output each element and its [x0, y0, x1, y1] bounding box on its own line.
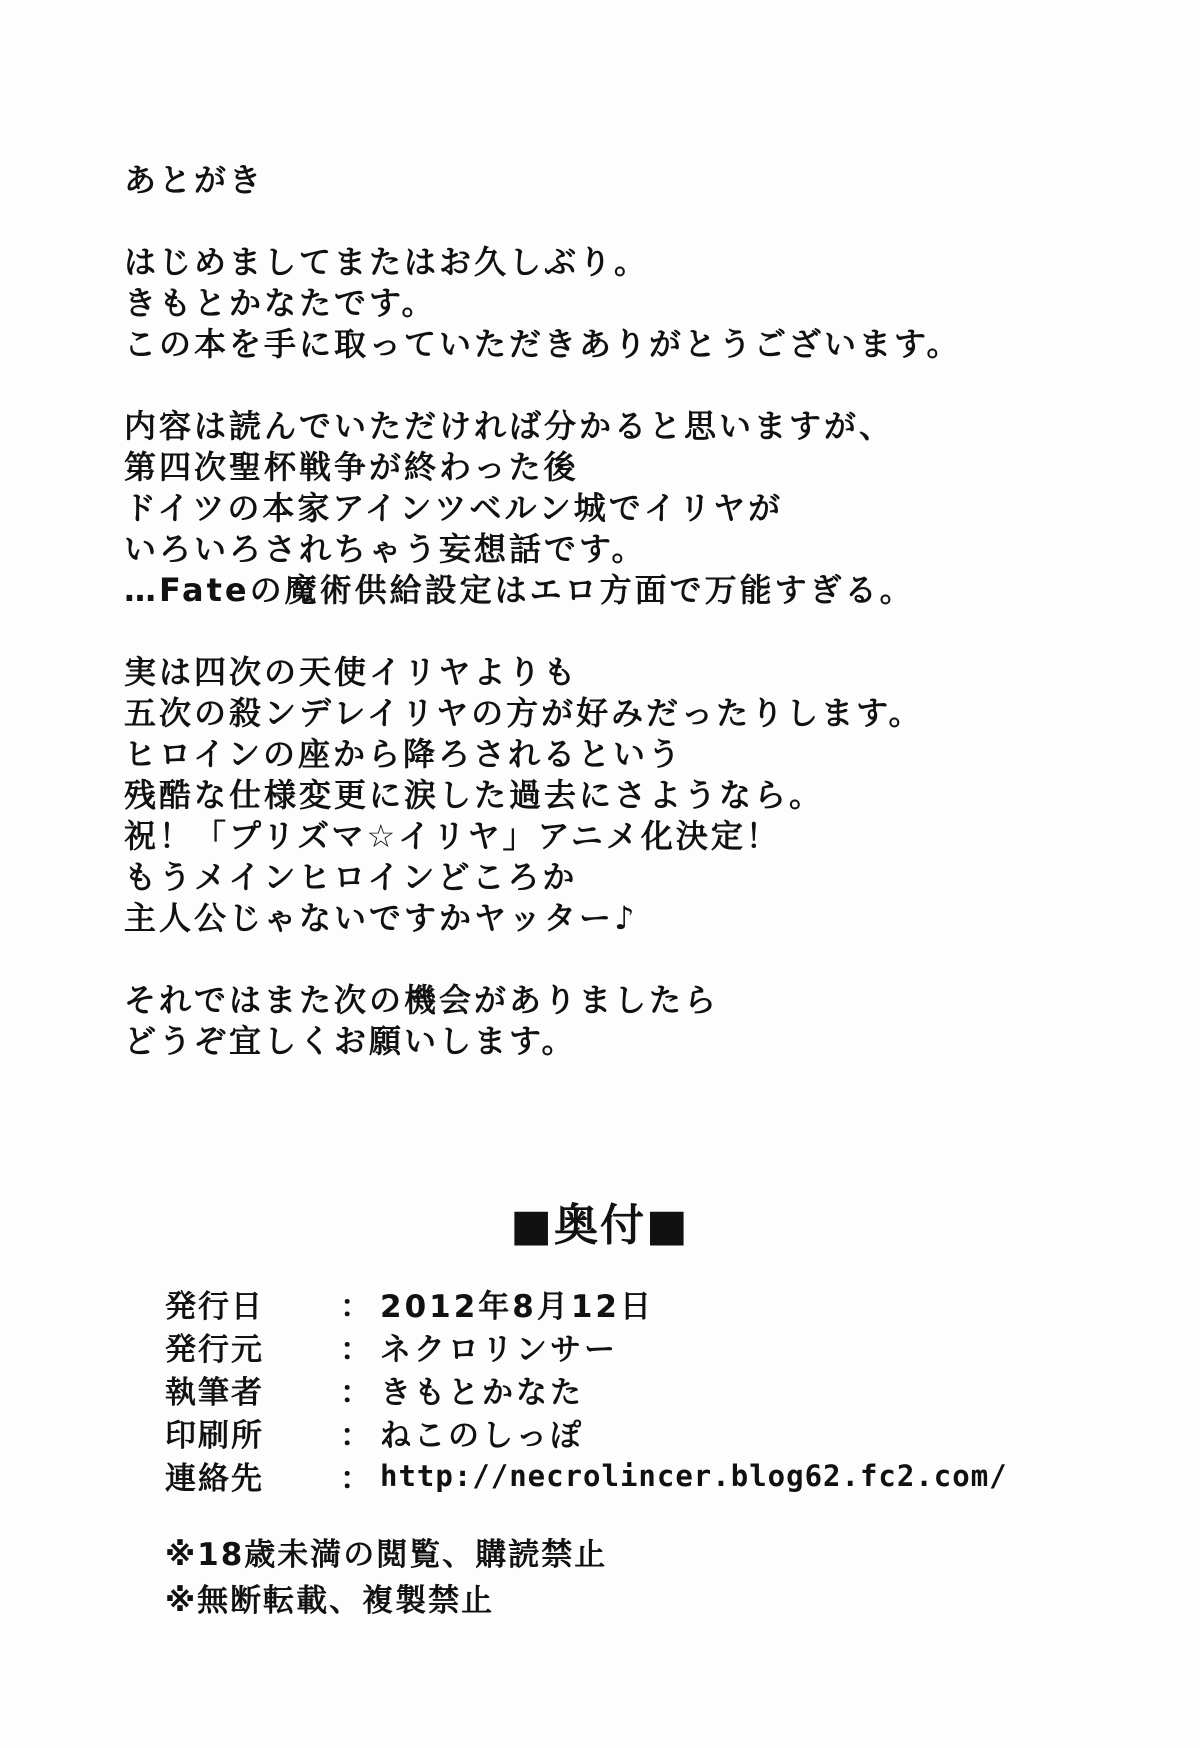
afterword-line: 内容は読んでいただければ分かると思いますが、 — [124, 407, 895, 445]
colophon-value: ネクロリンサー — [380, 1332, 618, 1368]
colophon-label: 執筆者 — [165, 1375, 264, 1411]
colophon-value: ねこのしっぽ — [380, 1418, 584, 1454]
afterword-paragraph-content — [124, 406, 1124, 611]
colophon-label: 印刷所 — [165, 1418, 264, 1454]
afterword-line: ドイツの本家アインツベルン城でイリヤが — [124, 489, 784, 527]
contact-url: http://necrolincer.blog62.fc2.com/ — [380, 1458, 1008, 1493]
afterword-line: もうメインヒロインどころか — [124, 858, 578, 896]
colophon-colon: ： — [340, 1289, 371, 1325]
colophon-colon: ： — [340, 1332, 371, 1368]
afterword-line: 実は四次の天使イリヤよりも — [124, 653, 579, 691]
colophon-label: 連絡先 — [165, 1461, 264, 1497]
colophon-colon: ： — [340, 1375, 371, 1411]
afterword-line: どうぞ宜しくお願いします。 — [124, 1022, 577, 1060]
afterword-line: 残酷な仕様変更に涙した過去にさようなら。 — [124, 776, 825, 814]
colophon-colon: ： — [340, 1418, 371, 1454]
afterword-line: 五次の殺ンデレイリヤの方が好みだったりします。 — [124, 694, 924, 732]
notice-age-restriction: ※18歳未満の閲覧、購読禁止 — [165, 1537, 608, 1573]
afterword-line: 第四次聖杯戦争が終わった後 — [124, 448, 579, 486]
afterword-line: 祝！「プリズマ☆イリヤ」アニメ化決定！ — [124, 817, 781, 855]
afterword-line: はじめましてまたはお久しぶり。 — [124, 243, 650, 281]
colophon-row-author — [165, 1368, 1065, 1411]
notice-no-reproduction: ※無断転載、複製禁止 — [165, 1583, 495, 1619]
afterword-line: この本を手に取っていただきありがとうございます。 — [124, 325, 962, 363]
colophon-value: きもとかなた — [380, 1375, 584, 1411]
colophon-row-printer — [165, 1411, 1065, 1454]
afterword-paragraph-closing — [124, 980, 1124, 1062]
colophon-label: 発行日 — [165, 1289, 264, 1325]
afterword-title: あとがき — [124, 161, 265, 199]
notices-section — [165, 1532, 1065, 1624]
afterword-line: きもとかなたです。 — [124, 284, 437, 322]
afterword-paragraph-comment — [124, 652, 1124, 939]
colophon-label: 発行元 — [165, 1332, 264, 1368]
afterword-line: いろいろされちゃう妄想話です。 — [124, 530, 647, 568]
colophon-value: 2012年8月12日 — [380, 1289, 654, 1325]
colophon-title: ■奥付■ — [510, 1200, 690, 1251]
afterword-line: それではまた次の機会がありましたら — [124, 981, 720, 1019]
afterword-line: ヒロインの座から降ろされるという — [124, 735, 684, 773]
afterword-line: 主人公じゃないですかヤッター♪ — [124, 899, 638, 937]
colophon-row-publish-date — [165, 1282, 1065, 1325]
afterword-section — [124, 160, 1124, 1103]
afterword-line: …Fateの魔術供給設定はエロ方面で万能すぎる。 — [124, 571, 915, 609]
colophon-row-contact — [165, 1454, 1065, 1497]
afterword-paragraph-greeting — [124, 242, 1124, 365]
colophon-row-publisher — [165, 1325, 1065, 1368]
colophon-colon: ： — [340, 1461, 371, 1497]
colophon-table — [165, 1282, 1065, 1497]
